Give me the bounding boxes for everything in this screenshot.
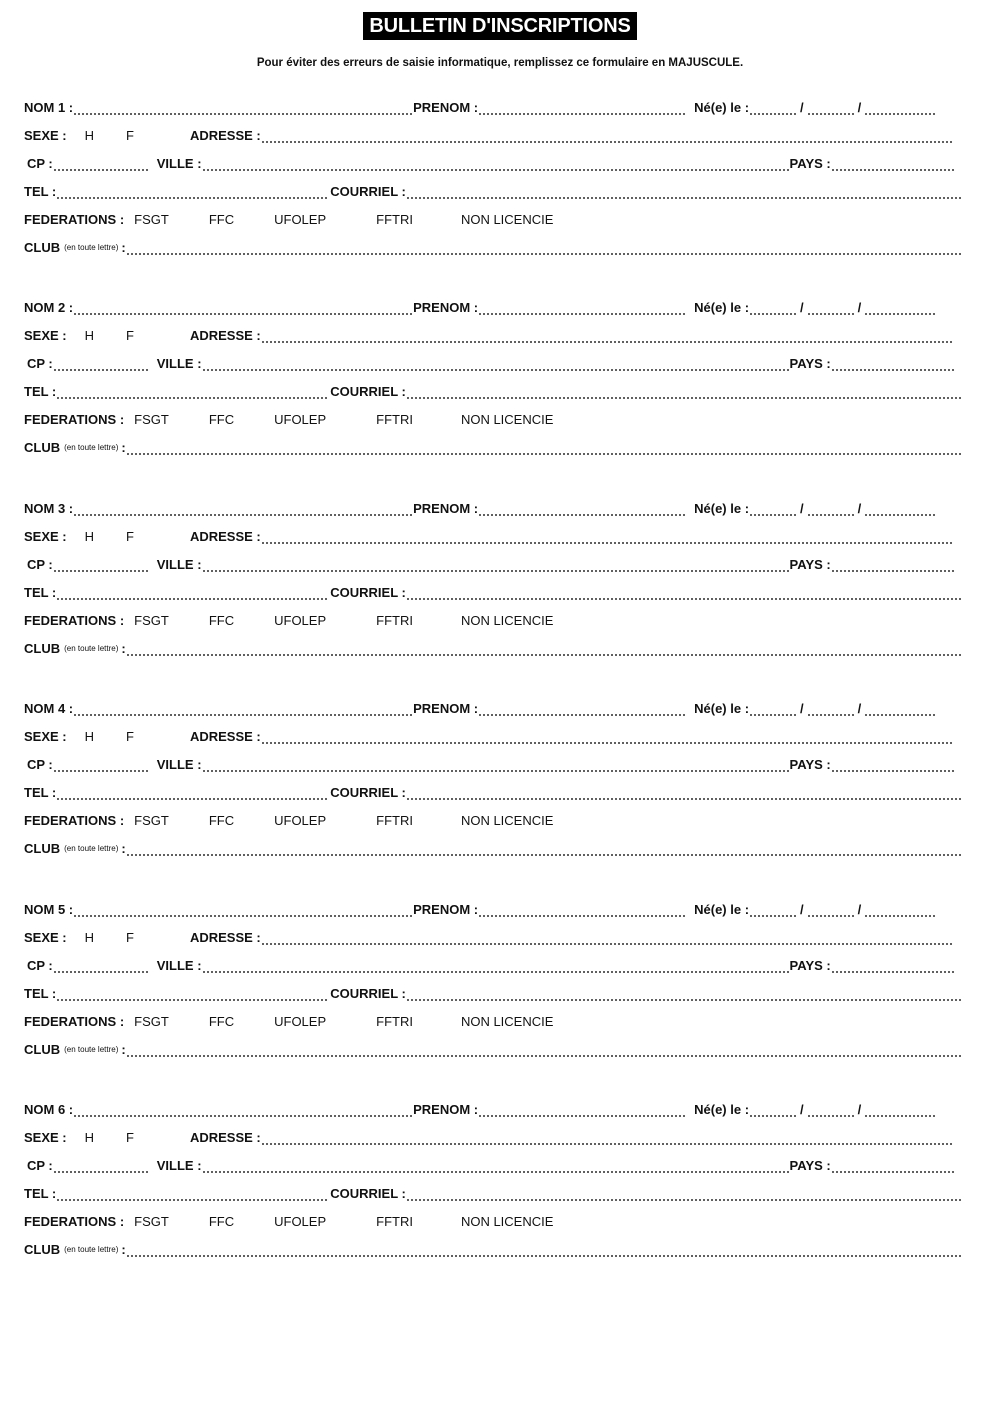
federation-option-non-licencie[interactable]: NON LICENCIE	[460, 212, 554, 227]
courriel-label: COURRIEL :	[330, 785, 406, 800]
club-colon: :	[121, 440, 126, 455]
nom-label: NOM 1 :	[24, 100, 74, 115]
date-separator: /	[857, 100, 862, 115]
birthdate-label: Né(e) le :	[694, 701, 750, 716]
federation-option-ufolep[interactable]: UFOLEP	[274, 212, 327, 227]
prenom-label: PRENOM :	[413, 701, 479, 716]
date-separator: /	[800, 701, 804, 716]
federation-option-fsgt[interactable]: FSGT	[134, 813, 169, 828]
adresse-label: ADRESSE :	[189, 128, 261, 143]
tel-label: TEL :	[24, 184, 57, 199]
birth-day-field[interactable]	[750, 705, 796, 717]
date-separator: /	[800, 902, 804, 917]
birth-day-field[interactable]	[750, 1106, 796, 1118]
contact-row	[24, 382, 964, 400]
nom-label: NOM 3 :	[24, 501, 74, 516]
birthdate-label: Né(e) le :	[694, 100, 750, 115]
sexe-option-f[interactable]: F	[126, 930, 134, 945]
ville-field[interactable]	[203, 360, 789, 372]
federations-row	[24, 611, 964, 629]
sexe-option-h[interactable]: H	[84, 930, 95, 945]
adresse-field[interactable]	[262, 332, 954, 344]
pays-field[interactable]	[832, 360, 954, 372]
prenom-label: PRENOM :	[413, 501, 479, 516]
prenom-field[interactable]	[479, 705, 685, 717]
location-row	[24, 555, 964, 573]
courriel-label: COURRIEL :	[330, 585, 406, 600]
nom-field[interactable]	[74, 304, 412, 316]
date-separator: /	[800, 100, 804, 115]
federation-option-ffc[interactable]: FFC	[208, 1014, 235, 1029]
ville-field[interactable]	[203, 1162, 789, 1174]
federation-option-ffc[interactable]: FFC	[208, 212, 235, 227]
sexe-option-h[interactable]: H	[84, 1130, 95, 1145]
contact-row	[24, 783, 964, 801]
tel-label: TEL :	[24, 384, 57, 399]
birthdate-label: Né(e) le :	[694, 1102, 750, 1117]
courriel-label: COURRIEL :	[330, 1186, 406, 1201]
club-hint: (en toute lettre)	[64, 844, 119, 853]
courriel-field[interactable]	[407, 789, 963, 801]
club-row	[24, 238, 964, 256]
ville-label: VILLE :	[156, 757, 202, 772]
ville-label: VILLE :	[156, 356, 202, 371]
courriel-label: COURRIEL :	[330, 184, 406, 199]
adresse-field[interactable]	[262, 1134, 954, 1146]
club-hint: (en toute lettre)	[64, 1245, 119, 1254]
date-separator: /	[800, 501, 804, 516]
form-title: BULLETIN D'INSCRIPTIONS	[363, 12, 636, 40]
federations-label: FEDERATIONS :	[24, 412, 125, 427]
birth-month-field[interactable]	[808, 705, 854, 717]
federation-option-fsgt[interactable]: FSGT	[134, 1214, 169, 1229]
club-field[interactable]	[127, 244, 963, 256]
federation-option-non-licencie[interactable]: NON LICENCIE	[460, 412, 554, 427]
federations-label: FEDERATIONS :	[24, 813, 125, 828]
location-row	[24, 354, 964, 372]
club-field[interactable]	[127, 1246, 963, 1258]
nom-field[interactable]	[74, 505, 412, 517]
federation-option-ufolep[interactable]: UFOLEP	[274, 813, 327, 828]
adresse-field[interactable]	[262, 132, 954, 144]
prenom-field[interactable]	[479, 1106, 685, 1118]
federation-option-fftri[interactable]: FFTRI	[376, 212, 413, 227]
sexe-label: SEXE :	[24, 328, 67, 343]
ville-field[interactable]	[203, 160, 789, 172]
club-colon: :	[121, 1042, 126, 1057]
cp-field[interactable]	[54, 1162, 150, 1174]
birth-year-field[interactable]	[865, 1106, 937, 1118]
ville-label: VILLE :	[156, 156, 202, 171]
name-row	[24, 1100, 964, 1118]
prenom-field[interactable]	[479, 906, 685, 918]
contact-row	[24, 984, 964, 1002]
birth-day-field[interactable]	[750, 104, 796, 116]
sexe-label: SEXE :	[24, 128, 67, 143]
contact-row	[24, 182, 964, 200]
birth-month-field[interactable]	[808, 906, 854, 918]
birthdate-label: Né(e) le :	[694, 300, 750, 315]
adresse-label: ADRESSE :	[189, 529, 261, 544]
ville-label: VILLE :	[156, 1158, 202, 1173]
courriel-field[interactable]	[407, 188, 963, 200]
pays-label: PAYS :	[789, 557, 831, 572]
pays-label: PAYS :	[789, 156, 831, 171]
federation-option-ufolep[interactable]: UFOLEP	[274, 412, 327, 427]
contact-row	[24, 1184, 964, 1202]
ville-label: VILLE :	[156, 958, 202, 973]
club-hint: (en toute lettre)	[64, 443, 119, 452]
club-row	[24, 1240, 964, 1258]
tel-field[interactable]	[57, 990, 329, 1002]
cp-field[interactable]	[54, 561, 150, 573]
federations-row	[24, 811, 964, 829]
club-hint: (en toute lettre)	[64, 243, 119, 252]
sexe-option-f[interactable]: F	[126, 128, 134, 143]
federation-option-ufolep[interactable]: UFOLEP	[274, 1014, 327, 1029]
club-field[interactable]	[127, 444, 963, 456]
federation-option-ffc[interactable]: FFC	[208, 1214, 235, 1229]
adresse-field[interactable]	[262, 533, 954, 545]
federation-option-fftri[interactable]: FFTRI	[376, 813, 413, 828]
cp-label: CP :	[27, 757, 53, 772]
tel-label: TEL :	[24, 986, 57, 1001]
courriel-field[interactable]	[407, 388, 963, 400]
federations-row	[24, 1012, 964, 1030]
club-colon: :	[121, 641, 126, 656]
adresse-label: ADRESSE :	[189, 930, 261, 945]
location-row	[24, 755, 964, 773]
name-row	[24, 298, 964, 316]
birth-year-field[interactable]	[865, 906, 937, 918]
date-separator: /	[857, 1102, 862, 1117]
cp-label: CP :	[27, 958, 53, 973]
tel-label: TEL :	[24, 1186, 57, 1201]
form-instructions: Pour éviter des erreurs de saisie informatique, remplissez ce formulaire en MAJUSCULE.	[256, 57, 744, 69]
club-hint: (en toute lettre)	[64, 644, 119, 653]
ville-field[interactable]	[203, 561, 789, 573]
location-row	[24, 1156, 964, 1174]
sex-address-row	[24, 126, 964, 144]
cp-field[interactable]	[54, 360, 150, 372]
club-field[interactable]	[127, 845, 963, 857]
club-row	[24, 639, 964, 657]
sexe-label: SEXE :	[24, 930, 67, 945]
prenom-label: PRENOM :	[413, 100, 479, 115]
sexe-option-h[interactable]: H	[84, 328, 95, 343]
club-label: CLUB	[24, 641, 61, 656]
name-row	[24, 699, 964, 717]
federation-option-fsgt[interactable]: FSGT	[134, 212, 169, 227]
federation-option-fftri[interactable]: FFTRI	[376, 613, 413, 628]
courriel-label: COURRIEL :	[330, 384, 406, 399]
sexe-option-f[interactable]: F	[126, 1130, 134, 1145]
federation-option-ffc[interactable]: FFC	[208, 613, 235, 628]
club-colon: :	[121, 841, 126, 856]
federation-option-ufolep[interactable]: UFOLEP	[274, 1214, 327, 1229]
date-separator: /	[800, 300, 804, 315]
date-separator: /	[857, 300, 862, 315]
club-row	[24, 1040, 964, 1058]
title-wrap	[0, 12, 1000, 40]
federations-label: FEDERATIONS :	[24, 212, 125, 227]
courriel-label: COURRIEL :	[330, 986, 406, 1001]
ville-label: VILLE :	[156, 557, 202, 572]
federation-option-fsgt[interactable]: FSGT	[134, 1014, 169, 1029]
tel-label: TEL :	[24, 785, 57, 800]
federations-row	[24, 1212, 964, 1230]
club-field[interactable]	[127, 1046, 963, 1058]
sexe-label: SEXE :	[24, 1130, 67, 1145]
tel-field[interactable]	[57, 388, 329, 400]
pays-label: PAYS :	[789, 356, 831, 371]
federation-option-fftri[interactable]: FFTRI	[376, 1014, 413, 1029]
federation-option-non-licencie[interactable]: NON LICENCIE	[460, 813, 554, 828]
pays-label: PAYS :	[789, 958, 831, 973]
sex-address-row	[24, 1128, 964, 1146]
nom-field[interactable]	[74, 104, 412, 116]
federation-option-fsgt[interactable]: FSGT	[134, 412, 169, 427]
contact-row	[24, 583, 964, 601]
nom-label: NOM 6 :	[24, 1102, 74, 1117]
federation-option-ffc[interactable]: FFC	[208, 412, 235, 427]
prenom-label: PRENOM :	[413, 1102, 479, 1117]
federations-label: FEDERATIONS :	[24, 613, 125, 628]
prenom-field[interactable]	[479, 505, 685, 517]
sexe-option-f[interactable]: F	[126, 529, 134, 544]
courriel-field[interactable]	[407, 1190, 963, 1202]
club-label: CLUB	[24, 841, 61, 856]
birth-year-field[interactable]	[865, 505, 937, 517]
nom-label: NOM 5 :	[24, 902, 74, 917]
birth-month-field[interactable]	[808, 304, 854, 316]
tel-field[interactable]	[57, 589, 329, 601]
club-label: CLUB	[24, 1042, 61, 1057]
federation-option-non-licencie[interactable]: NON LICENCIE	[460, 1014, 554, 1029]
sex-address-row	[24, 527, 964, 545]
sexe-option-h[interactable]: H	[84, 128, 95, 143]
tel-field[interactable]	[57, 188, 329, 200]
birth-year-field[interactable]	[865, 304, 937, 316]
cp-label: CP :	[27, 557, 53, 572]
nom-field[interactable]	[74, 705, 412, 717]
federations-label: FEDERATIONS :	[24, 1014, 125, 1029]
pays-field[interactable]	[832, 160, 954, 172]
tel-label: TEL :	[24, 585, 57, 600]
club-row	[24, 438, 964, 456]
sexe-option-f[interactable]: F	[126, 729, 134, 744]
adresse-field[interactable]	[262, 733, 954, 745]
name-row	[24, 499, 964, 517]
sexe-label: SEXE :	[24, 529, 67, 544]
nom-field[interactable]	[74, 906, 412, 918]
cp-label: CP :	[27, 356, 53, 371]
location-row	[24, 154, 964, 172]
birth-day-field[interactable]	[750, 505, 796, 517]
tel-field[interactable]	[57, 789, 329, 801]
nom-field[interactable]	[74, 1106, 412, 1118]
birthdate-label: Né(e) le :	[694, 501, 750, 516]
adresse-field[interactable]	[262, 934, 954, 946]
federation-option-fftri[interactable]: FFTRI	[376, 1214, 413, 1229]
nom-label: NOM 2 :	[24, 300, 74, 315]
sex-address-row	[24, 928, 964, 946]
name-row	[24, 900, 964, 918]
cp-field[interactable]	[54, 761, 150, 773]
pays-label: PAYS :	[789, 1158, 831, 1173]
club-label: CLUB	[24, 240, 61, 255]
adresse-label: ADRESSE :	[189, 1130, 261, 1145]
federation-option-non-licencie[interactable]: NON LICENCIE	[460, 613, 554, 628]
pays-field[interactable]	[832, 1162, 954, 1174]
prenom-field[interactable]	[479, 304, 685, 316]
sex-address-row	[24, 326, 964, 344]
birthdate-label: Né(e) le :	[694, 902, 750, 917]
birth-day-field[interactable]	[750, 906, 796, 918]
pays-field[interactable]	[832, 561, 954, 573]
club-row	[24, 839, 964, 857]
sexe-label: SEXE :	[24, 729, 67, 744]
birth-month-field[interactable]	[808, 1106, 854, 1118]
club-colon: :	[121, 1242, 126, 1257]
prenom-field[interactable]	[479, 104, 685, 116]
cp-label: CP :	[27, 1158, 53, 1173]
birth-day-field[interactable]	[750, 304, 796, 316]
date-separator: /	[857, 902, 862, 917]
name-row	[24, 98, 964, 116]
cp-field[interactable]	[54, 160, 150, 172]
birth-month-field[interactable]	[808, 104, 854, 116]
birth-month-field[interactable]	[808, 505, 854, 517]
prenom-label: PRENOM :	[413, 902, 479, 917]
sex-address-row	[24, 727, 964, 745]
sexe-option-h[interactable]: H	[84, 529, 95, 544]
birth-year-field[interactable]	[865, 104, 937, 116]
federations-label: FEDERATIONS :	[24, 1214, 125, 1229]
federations-row	[24, 410, 964, 428]
ville-field[interactable]	[203, 761, 789, 773]
club-field[interactable]	[127, 645, 963, 657]
cp-field[interactable]	[54, 962, 150, 974]
federation-option-non-licencie[interactable]: NON LICENCIE	[460, 1214, 554, 1229]
location-row	[24, 956, 964, 974]
federation-option-ffc[interactable]: FFC	[208, 813, 235, 828]
sexe-option-h[interactable]: H	[84, 729, 95, 744]
club-colon: :	[121, 240, 126, 255]
club-label: CLUB	[24, 440, 61, 455]
club-hint: (en toute lettre)	[64, 1045, 119, 1054]
ville-field[interactable]	[203, 962, 789, 974]
club-label: CLUB	[24, 1242, 61, 1257]
prenom-label: PRENOM :	[413, 300, 479, 315]
pays-field[interactable]	[832, 962, 954, 974]
adresse-label: ADRESSE :	[189, 729, 261, 744]
federation-option-fsgt[interactable]: FSGT	[134, 613, 169, 628]
adresse-label: ADRESSE :	[189, 328, 261, 343]
sexe-option-f[interactable]: F	[126, 328, 134, 343]
tel-field[interactable]	[57, 1190, 329, 1202]
birth-year-field[interactable]	[865, 705, 937, 717]
date-separator: /	[857, 701, 862, 716]
date-separator: /	[857, 501, 862, 516]
federation-option-ufolep[interactable]: UFOLEP	[274, 613, 327, 628]
federation-option-fftri[interactable]: FFTRI	[376, 412, 413, 427]
courriel-field[interactable]	[407, 589, 963, 601]
date-separator: /	[800, 1102, 804, 1117]
pays-field[interactable]	[832, 761, 954, 773]
pays-label: PAYS :	[789, 757, 831, 772]
courriel-field[interactable]	[407, 990, 963, 1002]
nom-label: NOM 4 :	[24, 701, 74, 716]
cp-label: CP :	[27, 156, 53, 171]
federations-row	[24, 210, 964, 228]
